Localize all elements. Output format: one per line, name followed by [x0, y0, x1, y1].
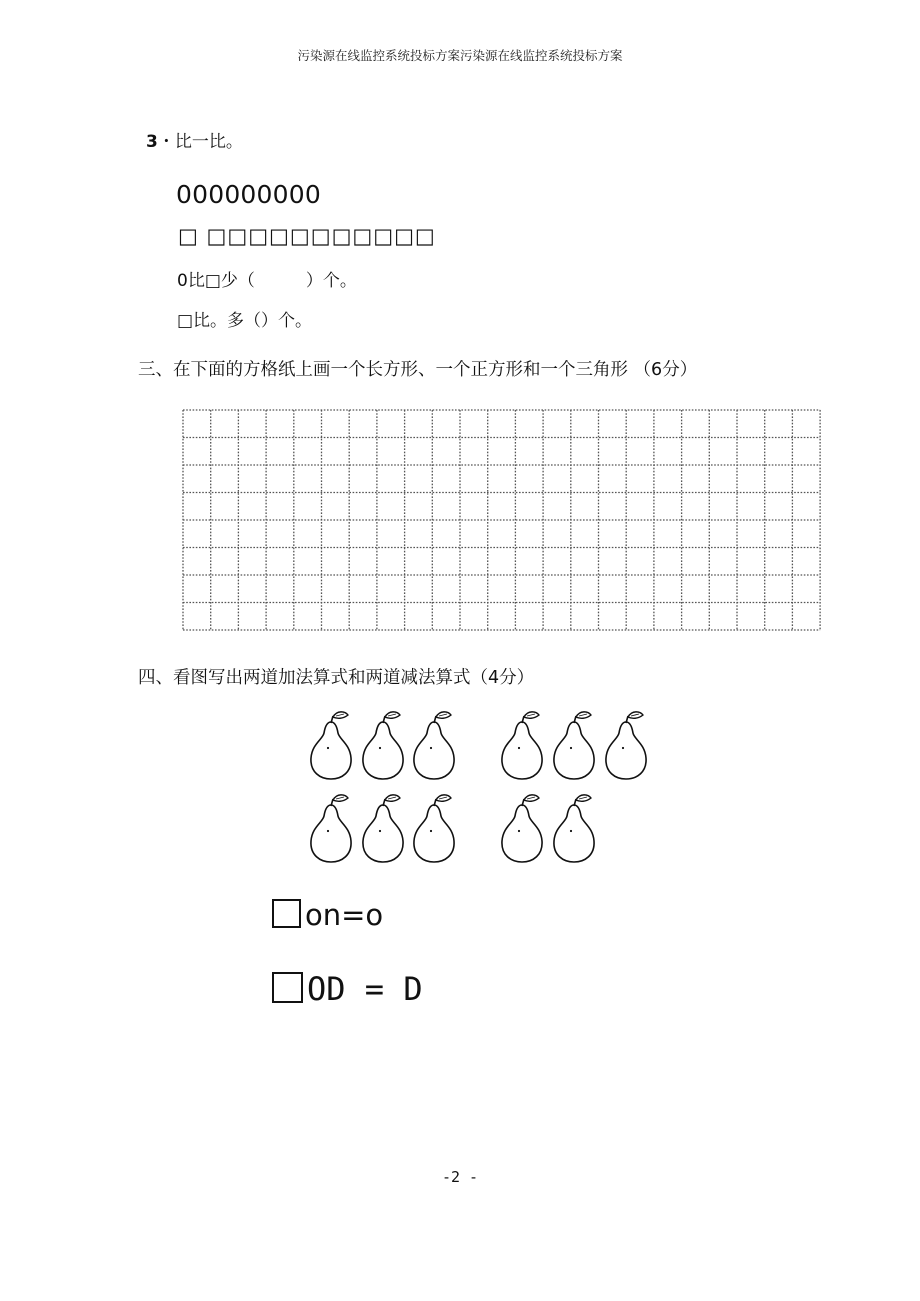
- compare-line-a: 0比□少（ ）个。: [177, 271, 357, 291]
- equation-2-text: OD = D: [307, 970, 423, 1008]
- equation-1-text: on=o: [305, 898, 384, 932]
- pear-icon: [554, 795, 594, 862]
- grid-paper[interactable]: [181, 408, 824, 634]
- equation-2: [272, 970, 423, 1008]
- pear-icon: [606, 712, 646, 779]
- answer-box[interactable]: [272, 972, 303, 1003]
- pear-icon: [363, 712, 403, 779]
- pear-icon: [311, 795, 351, 862]
- pear-icon: [311, 712, 351, 779]
- pears-illustration: [300, 706, 660, 866]
- pear-icon: [502, 795, 542, 862]
- section-4-title: 四、看图写出两道加法算式和两道减法算式（4分）: [138, 668, 535, 688]
- pear-icon: [502, 712, 542, 779]
- pear-icon: [554, 712, 594, 779]
- question-number: 3: [146, 132, 158, 152]
- squares-row: □ □□□□□□□□□□□: [178, 224, 436, 248]
- question-text: ・比一比。: [157, 132, 243, 152]
- section-3-title: 三、在下面的方格纸上画一个长方形、一个正方形和一个三角形 （6分）: [138, 360, 698, 380]
- pear-icon: [414, 712, 454, 779]
- circles-row: 000000000: [176, 180, 321, 209]
- question-3-title: [146, 127, 243, 152]
- answer-box[interactable]: [272, 899, 301, 928]
- pear-icon: [363, 795, 403, 862]
- equation-1: [272, 898, 383, 932]
- page-number: -2 -: [441, 1168, 479, 1186]
- compare-line-b: □比。多（）个。: [177, 311, 313, 331]
- page-header: 污染源在线监控系统投标方案污染源在线监控系统投标方案: [297, 48, 623, 63]
- pear-icon: [414, 795, 454, 862]
